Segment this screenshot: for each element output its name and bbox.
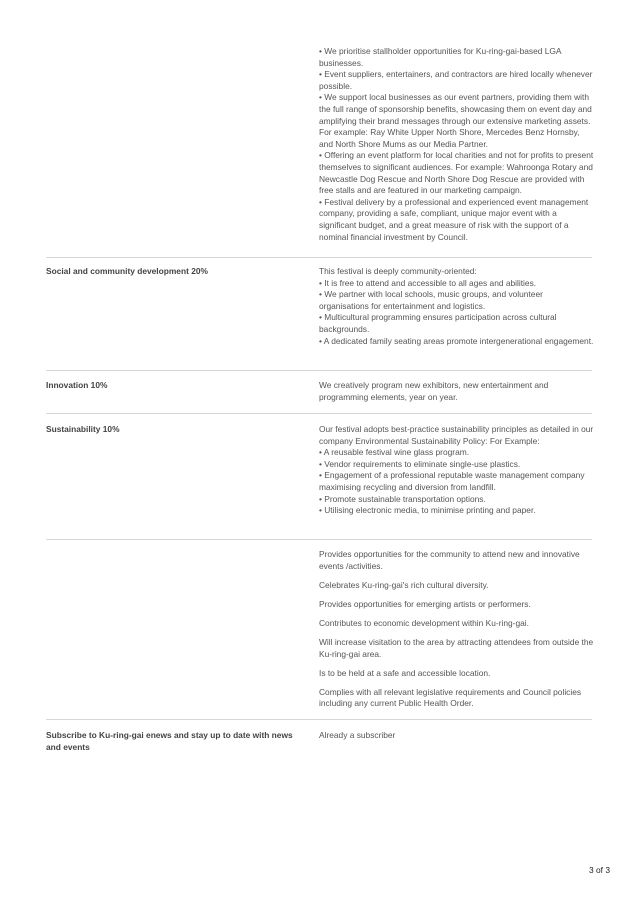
section-content xyxy=(319,266,595,347)
section-content xyxy=(319,549,595,717)
bullet-festival-delivery: • Festival delivery by a professional and experienced event management company, providing a safe, compliant, unique major event with a significant budget, and a great measure of risk with the support of a nominal financial investment by Council. xyxy=(319,196,589,242)
section-content xyxy=(319,424,595,517)
criteria-item: Will increase visitation to the area by attracting attendees from outside the Ku-ring-gai area. xyxy=(319,636,594,659)
page-number: 3 of 3 xyxy=(589,865,610,875)
already-subscriber-text: Already a subscriber xyxy=(319,730,396,740)
bullet-local-suppliers: • Event suppliers, entertainers, and contractors are hired locally whenever possible. xyxy=(319,69,593,91)
section-content xyxy=(319,46,595,243)
content-line: • Promote sustainable transportation options. xyxy=(319,493,486,504)
bullet-charities: • Offering an event platform for local charities and not for profits to present themselves to significant audiences. For example: Wahroonga Rotary and Newcastle Dog Rescue and North Shore Dog Rescue are provided with free stalls and are featured in our marketing campaign. xyxy=(319,150,594,196)
divider xyxy=(46,413,592,414)
section-label: Sustainability 10% xyxy=(46,424,120,434)
section-label: Innovation 10% xyxy=(46,380,108,390)
content-line: • Engagement of a professional reputable waste management company maximising recycling and diversion from landfill. xyxy=(319,470,585,492)
criteria-item: Celebrates Ku-ring-gai's rich cultural diversity. xyxy=(319,579,489,590)
criteria-item: Provides opportunities for emerging artists or performers. xyxy=(319,598,531,609)
section-label: Social and community development 20% xyxy=(46,266,208,276)
content-line: Our festival adopts best-practice sustainability principles as detailed in our company Environmental Sustainability Policy: For Example: xyxy=(319,424,594,446)
bullet-stallholders: • We prioritise stallholder opportunities for Ku-ring-gai-based LGA businesses. xyxy=(319,46,562,68)
criteria-item: Contributes to economic development within Ku-ring-gai. xyxy=(319,617,529,628)
section-content xyxy=(319,380,595,403)
divider xyxy=(46,257,592,258)
criteria-item: Is to be held at a safe and accessible location. xyxy=(319,667,491,678)
section-content xyxy=(319,730,595,742)
content-line: This festival is deeply community-oriented: xyxy=(319,266,477,276)
content-line: • It is free to attend and accessible to all ages and abilities. xyxy=(319,277,537,288)
criteria-item: Provides opportunities for the community to attend new and innovative events /activities. xyxy=(319,549,580,571)
content-line: We creatively program new exhibitors, new entertainment and programming elements, year on year. xyxy=(319,380,549,402)
criteria-item: Complies with all relevant legislative requirements and Council policies including any current Public Health Order. xyxy=(319,686,582,709)
content-line: • A dedicated family seating areas promote intergenerational engagement. xyxy=(319,335,594,346)
content-line: • A reusable festival wine glass program. xyxy=(319,447,470,458)
content-line: • Utilising electronic media, to minimise printing and paper. xyxy=(319,505,536,516)
content-line: • We partner with local schools, music groups, and volunteer organisations for entertainment and logistics. xyxy=(319,289,543,311)
divider xyxy=(46,539,592,540)
divider xyxy=(46,370,592,371)
content-line: • Multicultural programming ensures participation across cultural backgrounds. xyxy=(319,312,557,334)
subscribe-label: Subscribe to Ku-ring-gai enews and stay up to date with news and events xyxy=(46,730,293,752)
bullet-local-partners: • We support local businesses as our event partners, providing them with the full range of sponsorship benefits, showcasing them on event day and amplifying their brand messages through our extensive marketing assets. For example: Ray White Upper North Shore, Mercedes Benz Hornsby, and North Shore Mums as our Media Partner. xyxy=(319,92,592,149)
divider xyxy=(46,719,592,720)
content-line: • Vendor requirements to eliminate single-use plastics. xyxy=(319,458,521,469)
